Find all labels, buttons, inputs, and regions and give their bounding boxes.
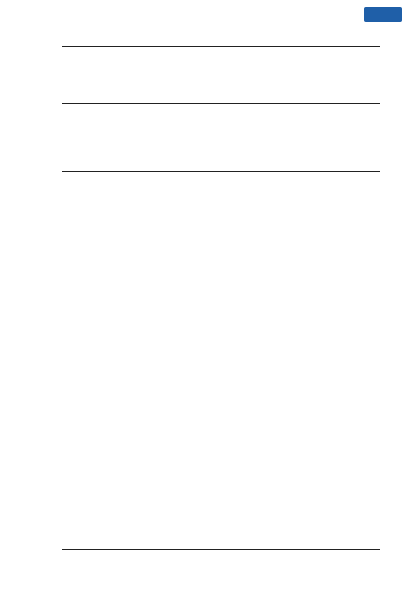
divider-d11 bbox=[62, 103, 380, 104]
bottom-divider bbox=[62, 549, 380, 550]
divider-d22 bbox=[62, 171, 380, 172]
top-divider bbox=[62, 46, 380, 47]
atlas-copco-logo bbox=[364, 7, 402, 22]
